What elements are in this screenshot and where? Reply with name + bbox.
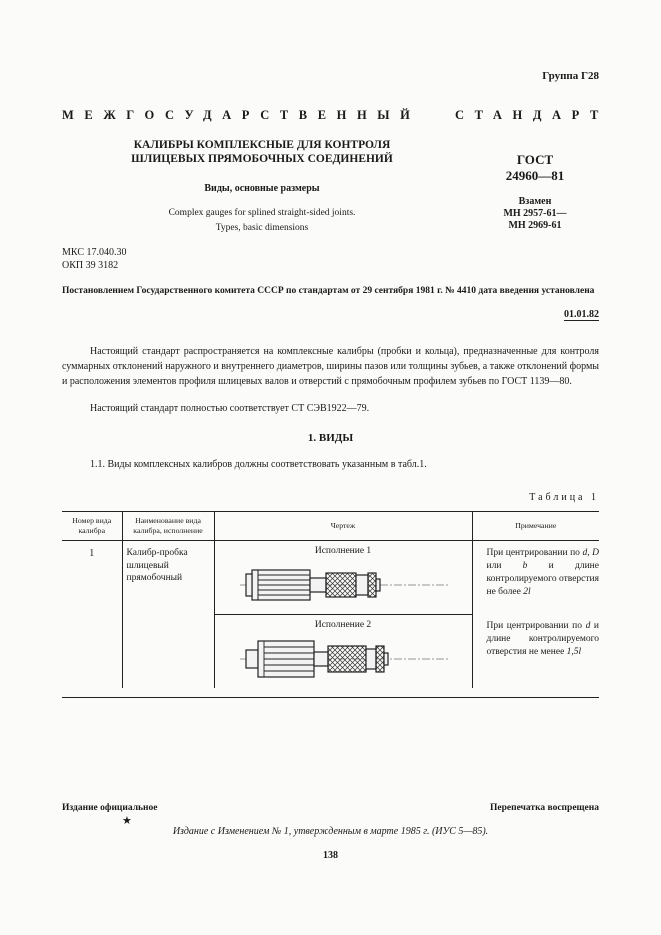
replaces-line-2: МН 2969-61: [508, 220, 562, 231]
decree-text: Постановлением Государственного комитета СССР по стандартам от 29 сентября 1981 г. № 4410 дата введения установлена: [62, 286, 595, 296]
interstate-word: МЕЖГОСУДАРСТВЕННЫЙ: [62, 108, 421, 122]
conformity-paragraph: Настоящий стандарт полностью соответствует СТ СЭВ1922—79.: [90, 403, 370, 414]
variant-1-label: Исполнение 1: [314, 546, 372, 556]
edition-note: Издание с Изменением № 1, утвержденным в марте 1985 г. (ИУС 5—85).: [172, 826, 489, 837]
header-drawing: Чертеж: [214, 512, 472, 541]
gost-designation: [480, 152, 590, 184]
note-variant-1: [473, 541, 600, 614]
row-name: Калибр-пробка шлицевый прямобочный: [122, 541, 214, 689]
okp-code: ОКП 39 3182: [62, 260, 119, 271]
table-header-row: [62, 512, 599, 541]
header-number: Номер вида калибра: [62, 512, 122, 541]
group-code: Группа Г28: [542, 70, 599, 82]
replaces-line-1: МН 2957-61—: [503, 208, 567, 219]
variant-2-label: Исполнение 2: [314, 620, 372, 630]
note-value: 1,5l: [566, 647, 582, 657]
replaces-label: Взамен: [518, 196, 552, 207]
gauge-types-table: [62, 511, 599, 688]
note-symbol-d: d: [585, 621, 591, 631]
replaces-block: [480, 196, 590, 232]
gost-label: ГОСТ: [516, 152, 554, 167]
document-subtitle: Виды, основные размеры: [204, 183, 320, 194]
official-edition: Издание официальное: [62, 803, 158, 813]
english-title-line-2: Types, basic dimensions: [215, 223, 309, 233]
scope-paragraph: Настоящий стандарт распространяется на комплексные калибры (пробки и кольца), предназначенные для контроля суммарных отклонений наружного и внутреннего диаметров, ширины пазов или толщины зубьев, а также отклонений формы и расположения элементов профиля шлицевых валов и отверстий с прямобочным профилем зубьев по ГОСТ 1139—80.: [62, 346, 600, 387]
english-title: [62, 206, 462, 236]
header-name: Наименование вида калибра, исполнение: [122, 512, 214, 541]
variant-1: [215, 541, 472, 614]
title-line-1: КАЛИБРЫ КОМПЛЕКСНЫЕ ДЛЯ КОНТРОЛЯ: [133, 139, 391, 151]
note-symbol-b: b: [522, 561, 528, 571]
note-value: 2l: [523, 587, 531, 597]
mks-code: МКС 17.040.30: [62, 247, 127, 258]
variant-2: [215, 614, 472, 688]
classification-codes: [62, 246, 126, 272]
page-number: 138: [323, 850, 338, 861]
drawing-cell: [214, 541, 472, 689]
plug-gauge-variant-1-drawing: [240, 561, 450, 609]
note-variant-2: [473, 614, 600, 687]
note-symbol-d: d: [582, 548, 588, 558]
note-text: или: [486, 561, 523, 571]
reprint-prohibited: Перепечатка воспрещена: [489, 803, 599, 813]
note-text: При центрировании по: [486, 548, 583, 558]
note-text: При центрировании по: [486, 621, 586, 631]
note-text: и длине контролируемого отверстия не менее: [486, 621, 599, 657]
document-title: [62, 138, 462, 166]
plug-gauge-variant-2-drawing: [240, 635, 450, 683]
clause-1-1: 1.1. Виды комплексных калибров должны соответствовать указанным в табл.1.: [90, 459, 427, 470]
interstate-standard-header: [62, 108, 609, 123]
introduction-date: 01.01.82: [564, 309, 599, 320]
gost-number: 24960—81: [505, 168, 565, 183]
english-title-line-1: Complex gauges for splined straight-sided joints.: [168, 208, 356, 218]
table-label: Таблица 1: [529, 492, 599, 503]
note-symbol-D: D: [592, 548, 600, 558]
standard-word: СТАНДАРТ: [454, 108, 609, 122]
table-row: [62, 541, 599, 689]
title-line-2: ШЛИЦЕВЫХ ПРЯМОБОЧНЫХ СОЕДИНЕНИЙ: [131, 153, 393, 165]
header-note: Примечание: [472, 512, 599, 541]
star-icon: ★: [122, 815, 132, 827]
note-text: ,: [587, 548, 593, 558]
row-number: 1: [89, 548, 95, 559]
note-text: и длине контролируемого отверстия не более: [486, 561, 599, 597]
table-bottom-border: [62, 697, 599, 698]
section-title: 1. ВИДЫ: [307, 432, 354, 444]
note-cell: [472, 541, 599, 689]
